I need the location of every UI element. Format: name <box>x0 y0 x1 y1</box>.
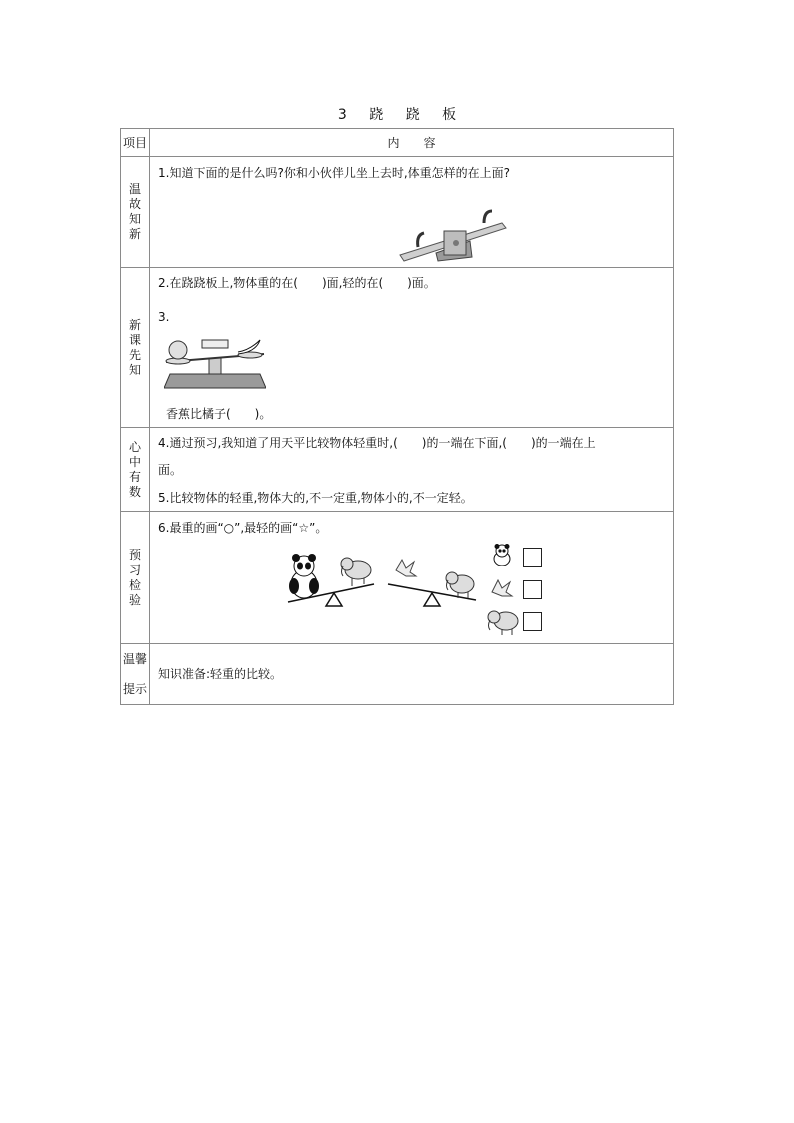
answer-box-elephant[interactable] <box>523 612 542 631</box>
row-label-understanding: 心中有数 <box>121 428 150 512</box>
header-content: 内 容 <box>150 129 674 157</box>
title-char-2: 跷 <box>405 107 420 123</box>
title-char-3: 板 <box>442 107 457 123</box>
row-label-preview: 新课先知 <box>121 268 150 428</box>
row-content-check <box>150 512 674 644</box>
bird-icon <box>396 560 416 576</box>
question-4-cont: 面。 <box>158 463 183 477</box>
question-1: 1.知道下面的是什么吗?你和小伙伴儿坐上去时,体重怎样的在上面? <box>158 166 511 180</box>
row-content-tips <box>150 644 674 705</box>
row-label-check: 预习检验 <box>121 512 150 644</box>
header-item: 项目 <box>121 129 150 157</box>
title-char-1: 跷 <box>369 107 384 123</box>
seesaw-bird-elephant <box>384 538 482 610</box>
tip-text: 知识准备:轻重的比较。 <box>158 667 283 681</box>
answer-box-panda[interactable] <box>523 548 542 567</box>
elephant-icon <box>446 572 474 598</box>
question-3: 3. <box>158 310 170 324</box>
balance-scale-icon <box>164 334 266 390</box>
seesaw-icon <box>398 195 508 263</box>
answer-box-bird[interactable] <box>523 580 542 599</box>
question-4: 4.通过预习,我知道了用天平比较物体轻重时,( )的一端在下面,( )的一端在上 <box>158 436 596 450</box>
row-label-tips: 温馨提示 <box>121 644 150 705</box>
row-content-understanding <box>150 428 674 512</box>
panda-icon <box>491 544 513 566</box>
worksheet-table <box>120 128 674 705</box>
elephant-icon <box>486 608 520 636</box>
page-title <box>0 104 794 124</box>
row-label-review: 温故知新 <box>121 157 150 268</box>
question-6: 6.最重的画“○”,最轻的画“☆”。 <box>158 521 328 535</box>
question-3-answer: 香蕉比橘子( )。 <box>166 407 272 421</box>
question-5: 5.比较物体的轻重,物体大的,不一定重,物体小的,不一定轻。 <box>158 491 473 505</box>
row-content-review <box>150 157 674 268</box>
seesaw-panda-elephant <box>286 538 382 610</box>
elephant-icon <box>341 558 371 586</box>
title-number: 3 <box>337 107 347 123</box>
row-content-preview <box>150 268 674 428</box>
panda-icon <box>289 554 319 598</box>
question-2: 2.在跷跷板上,物体重的在( )面,轻的在( )面。 <box>158 276 436 290</box>
bird-icon <box>490 576 514 600</box>
